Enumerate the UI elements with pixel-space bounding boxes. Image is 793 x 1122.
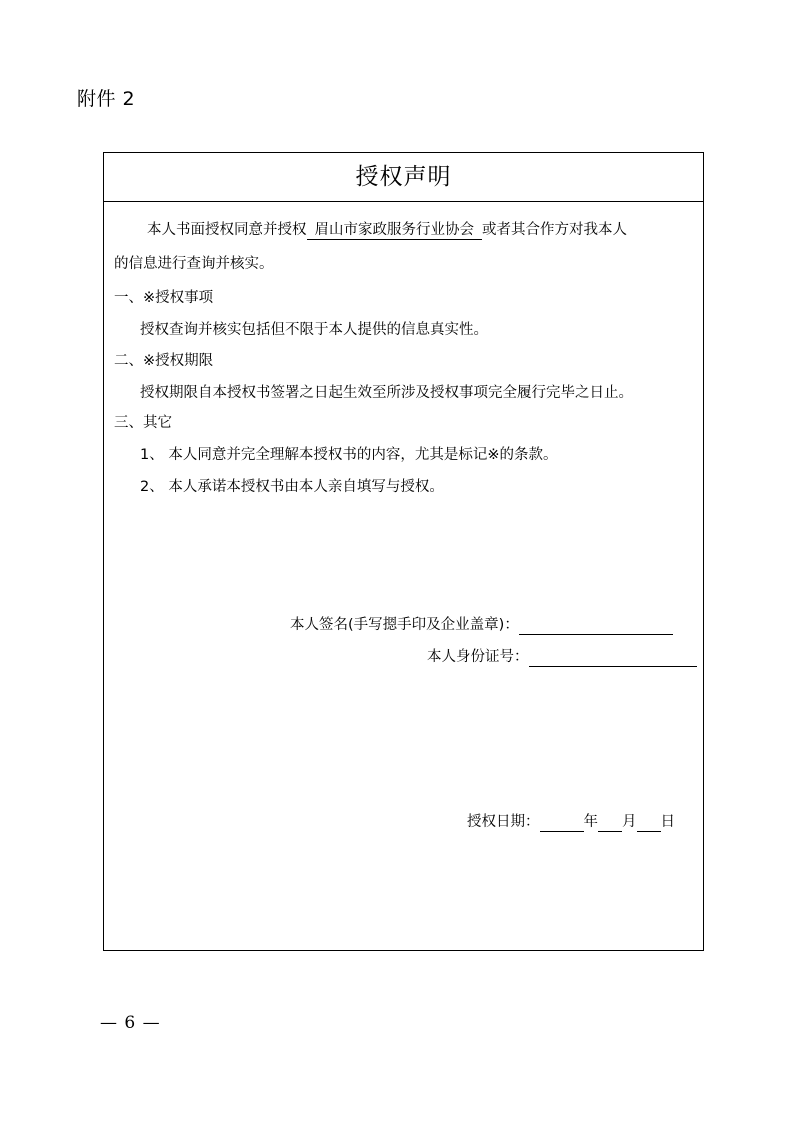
date-day-label: 日 xyxy=(660,814,675,830)
intro-line-2: 的信息进行查询并核实。 xyxy=(114,256,274,272)
attachment-label: 附件 2 xyxy=(77,88,136,110)
signature-label: 本人签名(手写摁手印及企业盖章)： xyxy=(290,617,519,633)
section-1-heading: 一、※授权事项 xyxy=(114,290,214,306)
intro-prefix: 本人书面授权同意并授权 xyxy=(147,222,307,238)
signature-row xyxy=(290,615,673,635)
intro-line-1 xyxy=(147,220,627,240)
date-year-label: 年 xyxy=(583,814,598,830)
date-year-field[interactable] xyxy=(540,815,584,832)
section-3-item-1: 1、 本人同意并完全理解本授权书的内容，尤其是标记※的条款。 xyxy=(140,447,558,463)
id-number-field[interactable] xyxy=(529,650,697,667)
organization-name: 眉山市家政服务行业协会 xyxy=(307,221,483,240)
id-number-row xyxy=(427,647,697,667)
date-day-field[interactable] xyxy=(637,815,661,832)
id-number-label: 本人身份证号： xyxy=(427,649,529,665)
form-title: 授权声明 xyxy=(355,164,452,190)
section-2-body: 授权期限自本授权书签署之日起生效至所涉及授权事项完全履行完毕之日止。 xyxy=(140,385,633,401)
section-2-heading: 二、※授权期限 xyxy=(114,353,214,369)
title-row xyxy=(104,153,703,202)
date-label: 授权日期： xyxy=(467,814,540,830)
page-number: — 6 — xyxy=(100,1013,161,1033)
section-1-body: 授权查询并核实包括但不限于本人提供的信息真实性。 xyxy=(140,322,488,338)
signature-field[interactable] xyxy=(519,618,673,635)
date-month-label: 月 xyxy=(622,814,637,830)
authorization-form xyxy=(103,152,704,951)
section-3-heading: 三、其它 xyxy=(114,415,172,431)
section-3-item-2: 2、 本人承诺本授权书由本人亲自填写与授权。 xyxy=(140,479,444,495)
date-row xyxy=(467,812,675,832)
date-month-field[interactable] xyxy=(598,815,622,832)
intro-suffix: 或者其合作方对我本人 xyxy=(482,222,627,238)
